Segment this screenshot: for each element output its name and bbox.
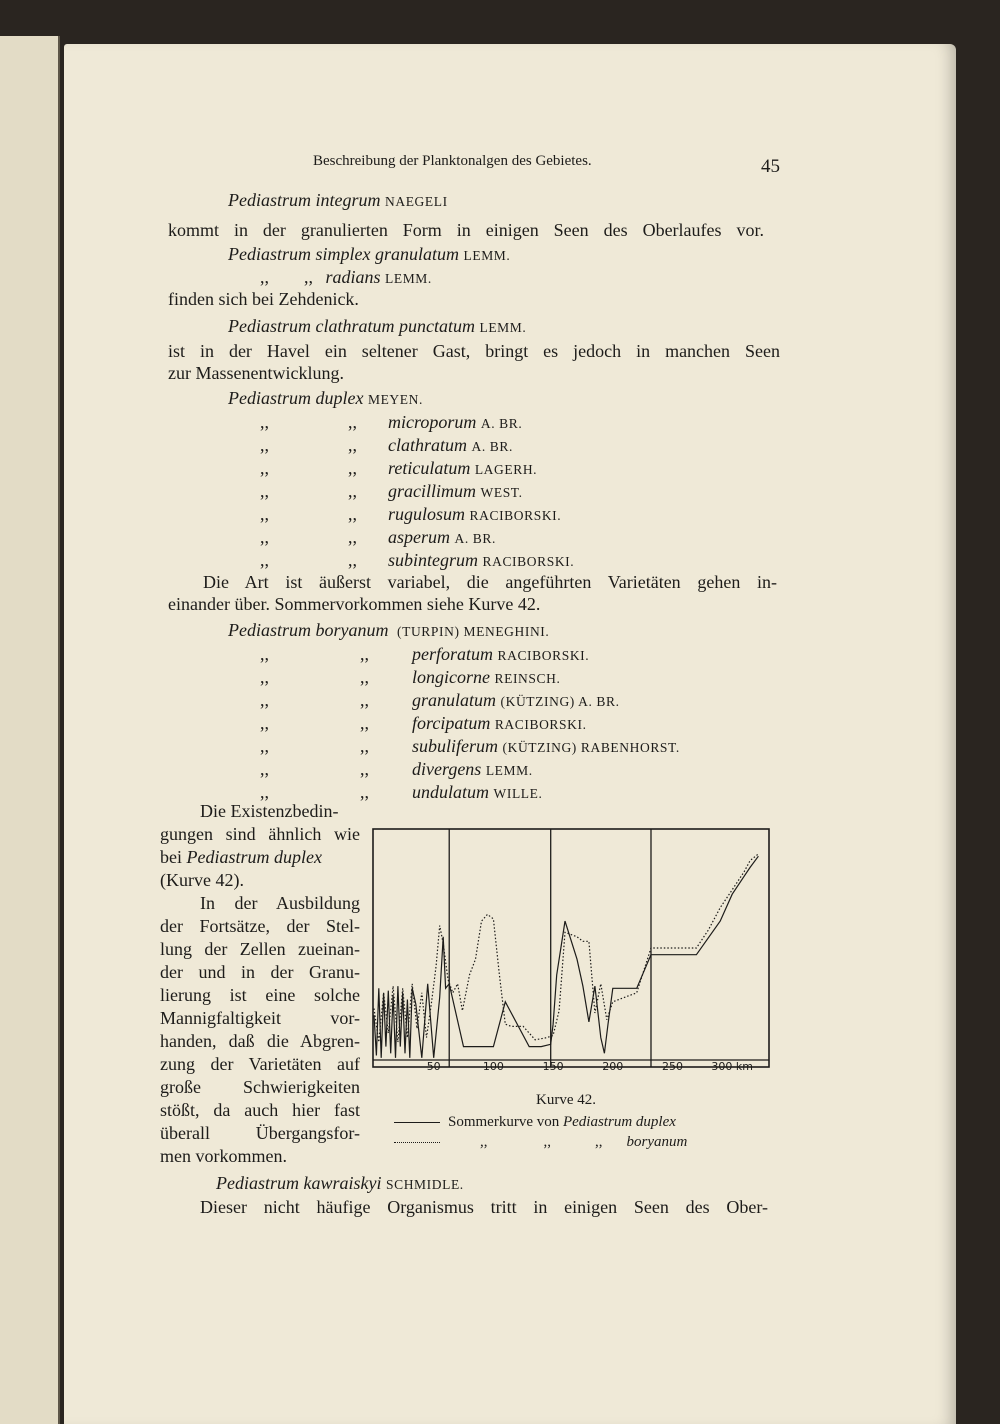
variety-name: forcipatum xyxy=(412,713,491,733)
variety-name: asperum xyxy=(388,527,450,547)
variety-author: RACIBORSKI. xyxy=(469,508,562,523)
variety-row: ,, ,, gracillimum WEST. xyxy=(260,481,523,501)
variety-row: ,, ,, asperum A. BR. xyxy=(260,527,496,547)
variety-row: ,, ,, granulatum (KÜTZING) A. BR. xyxy=(260,690,620,710)
entry-integrum-text: kommt in der granulierten Form in einigen Seen des Oberlaufes vor. xyxy=(168,220,764,240)
ditto-mark: ,, xyxy=(304,267,313,287)
entry-simplex-radians-row xyxy=(304,266,432,290)
entry-boryanum-heading xyxy=(228,619,549,643)
variety-name: clathratum xyxy=(388,435,467,455)
x-tick-label: 50 xyxy=(426,1060,441,1073)
taxon-author: LEMM. xyxy=(463,248,511,263)
variety-name: gracillimum xyxy=(388,481,476,501)
variety-author: A. BR. xyxy=(471,439,513,454)
variety-author: RACIBORSKI. xyxy=(494,717,587,732)
entry-duplex-heading xyxy=(228,387,423,411)
variety-row: ,, ,, forcipatum RACIBORSKI. xyxy=(260,713,587,733)
taxon-name: Pediastrum clathratum punctatum xyxy=(228,316,475,336)
taxon-author: NAEGELI xyxy=(385,194,448,209)
taxon-name: Pediastrum kawraiskyi xyxy=(216,1173,382,1193)
book-page: Beschreibung der Planktonalgen des Gebietes. 45 Pediastrum integrum NAEGELI kommt in der granulierten Form in einigen Seen des Oberlaufes vor. Pediastrum simplex granulatum LEMM. ,, ,, radians LEMM. finden sich bei Zehdenick. Pediastrum clathratum punctatum LEMM. ist in der Havel ein seltener Gast, bringt es jedoch in manchen Seen zur Massenentwicklung. Pediastrum duplex MEYEN. ,, ,, microporum A. BR. ,, ,, clathratum A. BR. ,, ,, reticulatum LAGERH. ,, ,, gracillimum WEST. ,, ,, rugulosum RACIBORSKI. ,, ,, asperum A. BR. ,, ,, subintegrum RACIBORSKI. Die Art ist äußerst variabel, die angeführten Varietäten gehen in- einander über. Sommervorkommen siehe Kurve 42. Pediastrum boryanum (TURPIN) MENEGHINI. ,, ,, perforatum RACIBORSKI. ,, ,, longicorne REINSCH. ,, ,, granulatum (KÜTZING) A. BR. ,, ,, forcipatum RACIBORSKI. ,, ,, subuliferum (KÜTZING) RABENHORST. ,, ,, divergens LEMM. ,, ,, undulatum WILLE. Die Existenzbedin- gungen sind ähnlich wie bei Pediastrum duplex (Kurve 42). In der Ausbildung der Fortsätze, der Stel- lung der Zellen zueinan- der und in der Granu- lierung ist eine solche Mannigfaltigkeit vor- handen, daß die Abgren- zung der Varietäten auf große Schwierigkeiten stößt, da auch hier fast überall Übergangsfor- men vorkommen. Kurve 42. Sommerkurve von Pediastrum duplex ,, ,, ,, boryanum Pediastrum kawraiskyi SCHMIDLE. Dieser nicht häufige Organismus tritt in einigen Seen des Ober- xyxy=(64,44,956,1424)
taxon-author: SCHMIDLE. xyxy=(385,1177,464,1192)
variety-row: ,, ,, rugulosum RACIBORSKI. xyxy=(260,504,562,524)
variety-name: reticulatum xyxy=(388,458,471,478)
entry-simplex-text: finden sich bei Zehdenick. xyxy=(168,289,359,309)
variety-name: subuliferum xyxy=(412,736,499,756)
variety-author: (KÜTZING) RABENHORST. xyxy=(502,740,680,755)
legend-solid-line xyxy=(394,1122,440,1123)
entry-simplex-heading xyxy=(228,243,510,267)
variety-author: RACIBORSKI. xyxy=(497,648,590,663)
variety-author: LAGERH. xyxy=(474,462,538,477)
page-number: 45 xyxy=(761,156,780,177)
legend-dotted-line xyxy=(394,1142,440,1143)
entry-duplex-text-2: einander über. Sommervorkommen siehe Kurve 42. xyxy=(168,594,541,614)
taxon-author: MEYEN. xyxy=(367,392,423,407)
variety-name: undulatum xyxy=(412,782,490,802)
variety-name: subintegrum xyxy=(388,550,478,570)
x-tick-label: 250 xyxy=(661,1060,683,1073)
variety-name: divergens xyxy=(412,759,482,779)
variety-author: RACIBORSKI. xyxy=(482,554,575,569)
ditto-mark: ,, xyxy=(260,267,269,287)
entry-duplex-text-1: Die Art ist äußerst variabel, die angeführten Varietäten gehen in- xyxy=(203,572,777,592)
kurve-42-chart xyxy=(372,828,772,1082)
x-tick-label: 150 xyxy=(542,1060,564,1073)
taxon-name: radians xyxy=(325,267,381,287)
entry-clathratum-heading xyxy=(228,315,526,339)
x-tick-label: 200 xyxy=(602,1060,624,1073)
variety-row: ,, ,, clathratum A. BR. xyxy=(260,435,513,455)
taxon-name: Pediastrum duplex xyxy=(228,388,364,408)
variety-row: ,, ,, subuliferum (KÜTZING) RABENHORST. xyxy=(260,736,680,756)
taxon-author: LEMM. xyxy=(479,320,527,335)
entry-clathratum-text-2: zur Massenentwicklung. xyxy=(168,363,344,383)
variety-name: longicorne xyxy=(412,667,490,687)
variety-author: REINSCH. xyxy=(494,671,561,686)
variety-author: A. BR. xyxy=(480,416,523,431)
taxon-name: Pediastrum boryanum xyxy=(228,620,389,640)
variety-author: WILLE. xyxy=(493,786,543,801)
variety-name: microporum xyxy=(388,412,477,432)
variety-row: ,, ,, undulatum WILLE. xyxy=(260,782,543,802)
taxon-author: LEMM. xyxy=(385,271,432,286)
taxon-name: Pediastrum integrum xyxy=(228,190,381,210)
variety-author: WEST. xyxy=(480,485,523,500)
running-title: Beschreibung der Planktonalgen des Gebietes. xyxy=(313,153,592,169)
variety-row: ,, ,, divergens LEMM. xyxy=(260,759,533,779)
variety-row: ,, ,, reticulatum LAGERH. xyxy=(260,458,538,478)
variety-author: LEMM. xyxy=(485,763,533,778)
variety-author: (KÜTZING) A. BR. xyxy=(500,694,620,709)
variety-row: ,, ,, longicorne REINSCH. xyxy=(260,667,561,687)
figure-caption: Kurve 42. xyxy=(536,1092,596,1108)
entry-kawraiskyi-text: Dieser nicht häufige Organismus tritt in einigen Seen des Ober- xyxy=(200,1197,768,1217)
variety-row: ,, ,, perforatum RACIBORSKI. xyxy=(260,644,590,664)
series-line-duplex xyxy=(374,856,758,1058)
entry-simplex-radians xyxy=(260,266,269,288)
x-tick-label: 100 xyxy=(482,1060,504,1073)
variety-name: rugulosum xyxy=(388,504,466,524)
variety-name: perforatum xyxy=(412,644,493,664)
variety-row: ,, ,, microporum A. BR. xyxy=(260,412,523,432)
entry-kawraiskyi-heading xyxy=(216,1172,464,1196)
taxon-author: (TURPIN) MENEGHINI. xyxy=(397,624,550,639)
variety-author: A. BR. xyxy=(454,531,496,546)
previous-page-edge xyxy=(0,36,60,1424)
chart-frame xyxy=(373,829,769,1067)
legend-dotted: ,, ,, ,, boryanum xyxy=(394,1131,687,1153)
variety-row: ,, ,, subintegrum RACIBORSKI. xyxy=(260,550,575,570)
legend-solid: Sommerkurve von Pediastrum duplex xyxy=(394,1111,676,1133)
taxon-name: Pediastrum simplex granulatum xyxy=(228,244,459,264)
x-tick-label: 300 km xyxy=(711,1060,753,1073)
entry-integrum-heading xyxy=(228,189,448,213)
entry-clathratum-text-1: ist in der Havel ein seltener Gast, bringt es jedoch in manchen Seen xyxy=(168,341,780,361)
variety-name: granulatum xyxy=(412,690,497,710)
